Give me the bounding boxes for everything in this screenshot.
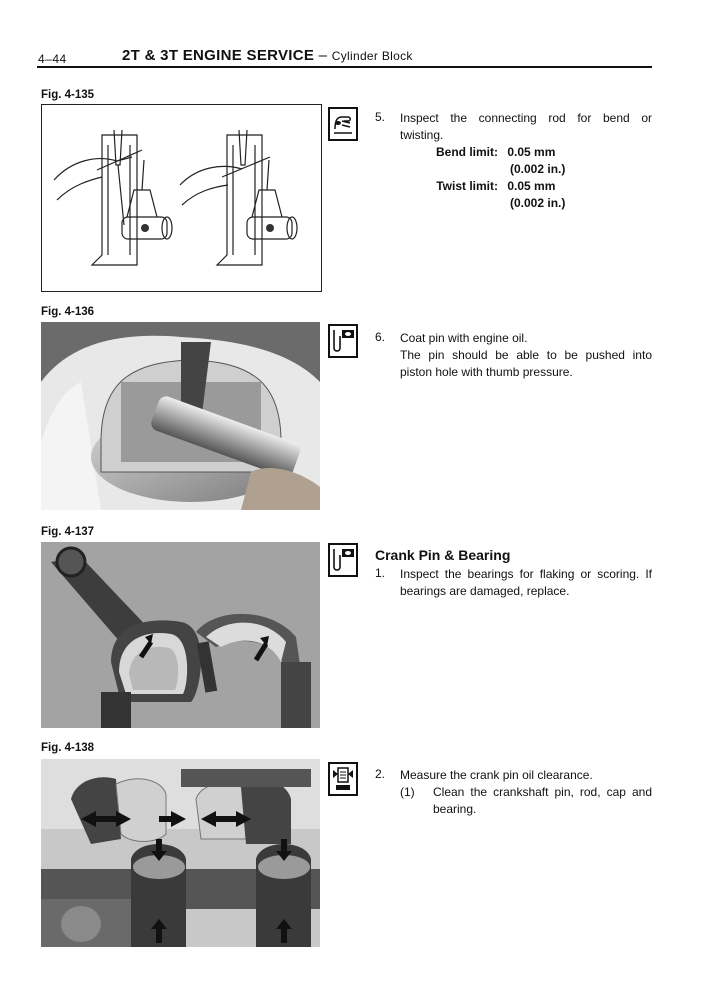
step-6-line1: Coat pin with engine oil.	[400, 331, 528, 345]
crank-pin-heading: Crank Pin & Bearing	[375, 547, 511, 563]
step-6-line2: The pin should be able to be pushed into	[400, 348, 652, 362]
step-5-line1: Inspect the connecting rod for bend or	[400, 111, 652, 125]
step-6-line3: piston hole with thumb pressure.	[400, 365, 573, 379]
inspect-eye-icon	[328, 543, 358, 577]
piston-pin-photo	[41, 322, 320, 510]
fig-135-label: Fig. 4-135	[41, 89, 95, 101]
step-6-number: 6.	[375, 330, 386, 344]
step-2-sub-line1: Clean the crankshaft pin, rod, cap and	[433, 785, 652, 799]
fig-138-photo	[41, 759, 320, 947]
title-subtitle: Cylinder Block	[331, 49, 413, 63]
step-5-line2: twisting.	[400, 128, 444, 142]
step-2-sub-line2: bearing.	[433, 802, 477, 816]
inspect-hand-icon	[328, 107, 358, 141]
page-title	[122, 47, 413, 64]
fig-136-photo	[41, 322, 320, 510]
fig-138-label: Fig. 4-138	[41, 742, 95, 754]
inspect-eye-icon	[328, 324, 358, 358]
header-rule	[37, 66, 652, 68]
crank-step-1-line2: bearings are damaged, replace.	[400, 584, 570, 598]
bearings-photo	[41, 542, 320, 728]
twist-limit-in: (0.002 in.)	[510, 196, 566, 210]
step-2-line1: Measure the crank pin oil clearance.	[400, 768, 593, 782]
twist-limit-row	[368, 178, 555, 195]
measure-icon	[328, 762, 358, 796]
step-2-sub-number: (1)	[400, 785, 415, 799]
crank-step-1-line1: Inspect the bearings for flaking or scoring. If	[400, 567, 652, 581]
bend-limit-in: (0.002 in.)	[510, 162, 566, 176]
page-number: 4–44	[38, 52, 67, 66]
crankshaft-photo	[41, 759, 320, 947]
fig-136-label: Fig. 4-136	[41, 306, 95, 318]
fig-135-illustration	[41, 104, 322, 292]
title-dash: –	[314, 47, 332, 64]
twist-limit-mm: 0.05 mm	[507, 179, 556, 193]
fig-137-photo	[41, 542, 320, 728]
step-2-number: 2.	[375, 767, 386, 781]
bend-limit-mm: 0.05 mm	[507, 145, 556, 159]
twist-limit-label: Twist limit:	[436, 179, 498, 193]
bend-limit-label: Bend limit:	[436, 145, 498, 159]
rod-alignment-drawing	[42, 105, 321, 291]
crank-step-1-number: 1.	[375, 566, 386, 580]
fig-137-label: Fig. 4-137	[41, 526, 95, 538]
title-main: 2T & 3T ENGINE SERVICE	[122, 47, 315, 64]
bend-limit-row	[368, 144, 555, 161]
step-5-number: 5.	[375, 110, 386, 124]
